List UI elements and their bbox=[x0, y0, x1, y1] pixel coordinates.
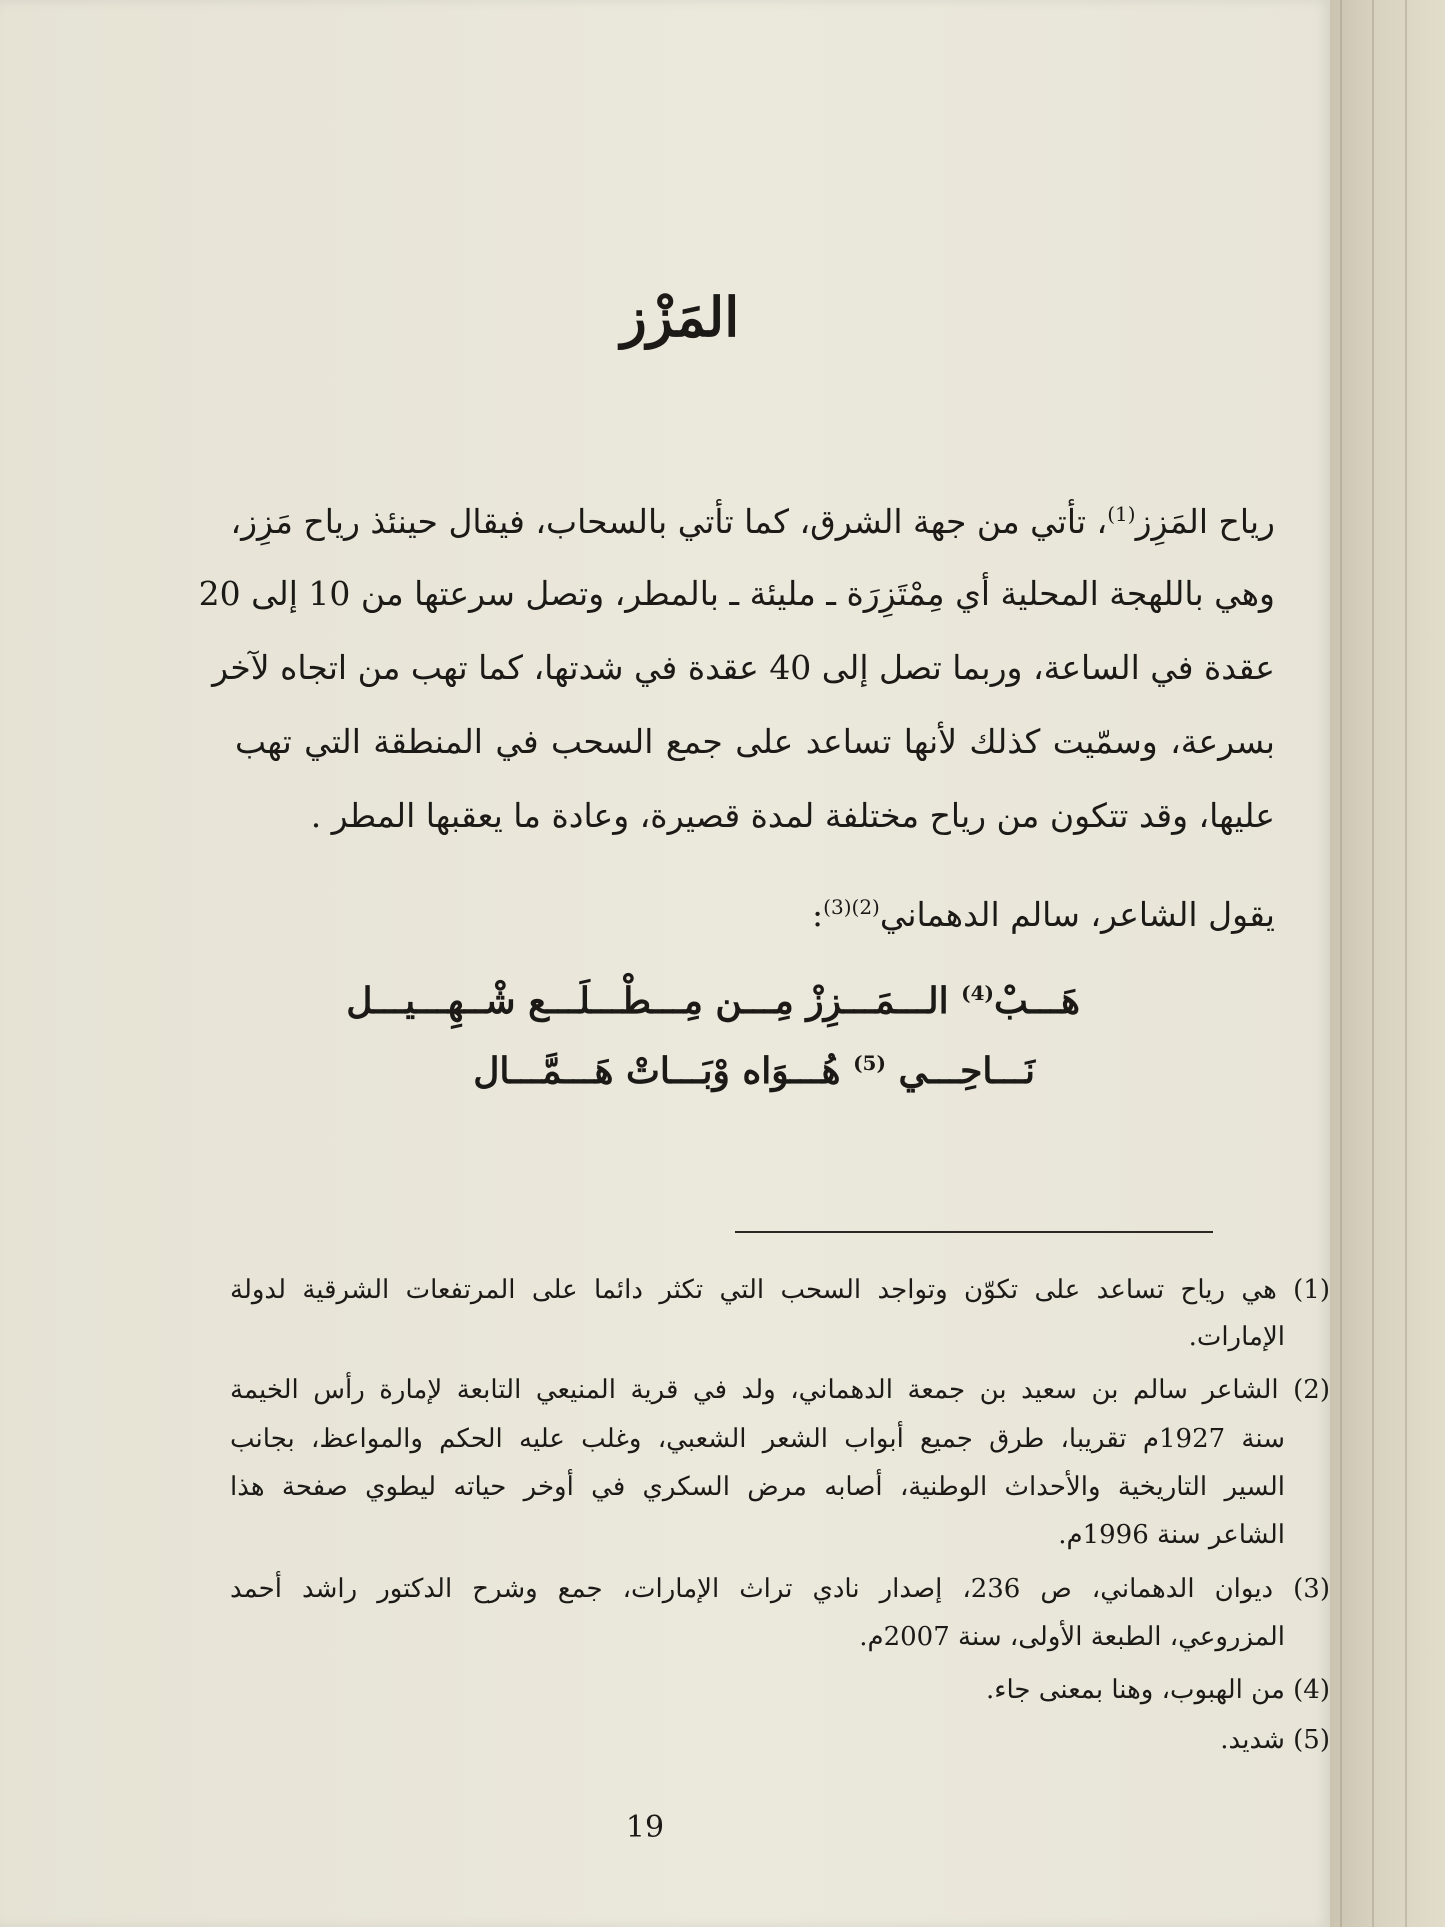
footnote-3-line-2: المزروعي، الطبعة الأولى، سنة 2007م. bbox=[859, 1622, 1285, 1652]
paragraph-text: ، تأتي من جهة الشرق، كما تأتي بالسحاب، فيقال حينئذ رياح مَزِز، bbox=[230, 502, 1108, 541]
footnote-4: (4) من الهبوب، وهنا بمعنى جاء. bbox=[985, 1675, 1330, 1705]
paragraph-line-4: بسرعة، وسمّيت كذلك لأنها تساعد على جمع السحب في المنطقة التي تهب bbox=[235, 722, 1275, 761]
quote-intro-colon: : bbox=[812, 895, 824, 934]
footnote-2-line-4: الشاعر سنة 1996م. bbox=[1058, 1520, 1285, 1550]
footnote-ref: (1) bbox=[1107, 502, 1136, 526]
page-edge-line bbox=[1405, 0, 1407, 1927]
verse-word: هَـــبْ bbox=[994, 980, 1080, 1022]
quote-intro-text: يقول الشاعر، سالم الدهماني bbox=[879, 895, 1275, 934]
footnote-1-line-2: الإمارات. bbox=[1188, 1322, 1285, 1352]
footnote-3-line-1: (3) ديوان الدهماني، ص 236، إصدار نادي تراث الإمارات، جمع وشرح الدكتور راشد أحمد bbox=[230, 1574, 1330, 1604]
page-number: 19 bbox=[625, 1810, 665, 1845]
footnote-5: (5) شديد. bbox=[1220, 1725, 1330, 1755]
paragraph-line-3: عقدة في الساعة، وربما تصل إلى 40 عقدة في شدتها، كما تهب من اتجاه لآخر bbox=[212, 648, 1275, 687]
page-edge-line bbox=[1372, 0, 1374, 1927]
page-edge-line bbox=[1340, 0, 1342, 1927]
verse-word: نَـــاحِـــي bbox=[898, 1050, 1035, 1092]
verse-words: الـــمَـــزِزْ مِـــن مِـــطْـــلَـــع شْــهِـــيـــل bbox=[346, 980, 949, 1022]
footnote-2-line-3: السير التاريخية والأحداث الوطنية، أصابه مرض السكري في أوخر حياته ليطوي صفحة هذا bbox=[230, 1472, 1285, 1502]
footnote-divider bbox=[735, 1231, 1213, 1233]
footnote-ref: (4) bbox=[961, 981, 995, 1005]
footnote-2-line-1: (2) الشاعر سالم بن سعيد بن جمعة الدهماني، ولد في قرية المنيعي التابعة لإمارة رأس الخيمة bbox=[230, 1375, 1330, 1405]
paragraph-text: رياح المَزِز bbox=[1135, 502, 1275, 541]
paragraph-line-5: عليها، وقد تتكون من رياح مختلفة لمدة قصيرة، وعادة ما يعقبها المطر . bbox=[310, 796, 1275, 835]
footnote-ref: (2)(3) bbox=[823, 895, 880, 919]
verse-line-1 bbox=[346, 980, 1080, 1022]
footnote-2-line-2: سنة 1927م تقريبا، طرق جميع أبواب الشعر الشعبي، وغلب عليه الحكم والمواعظ، بجانب bbox=[230, 1424, 1286, 1454]
verse-words: هُـــوَاه وْبَـــاتْ هَـــمَّـــال bbox=[473, 1050, 841, 1092]
page-title: المَزْز bbox=[620, 285, 740, 349]
footnote-1-line-1: (1) هي رياح تساعد على تكوّن وتواجد السحب التي تكثر دائما على المرتفعات الشرقية لدولة bbox=[230, 1275, 1330, 1305]
page-edge bbox=[1330, 0, 1445, 1927]
paragraph-line-2: وهي باللهجة المحلية أي مِمْتَزِرَة ـ مليئة ـ بالمطر، وتصل سرعتها من 10 إلى 20 bbox=[198, 574, 1275, 613]
verse-line-2 bbox=[473, 1050, 1035, 1092]
paragraph-line-1 bbox=[230, 502, 1275, 541]
quote-intro bbox=[235, 895, 1275, 934]
footnote-ref: (5) bbox=[853, 1051, 886, 1075]
